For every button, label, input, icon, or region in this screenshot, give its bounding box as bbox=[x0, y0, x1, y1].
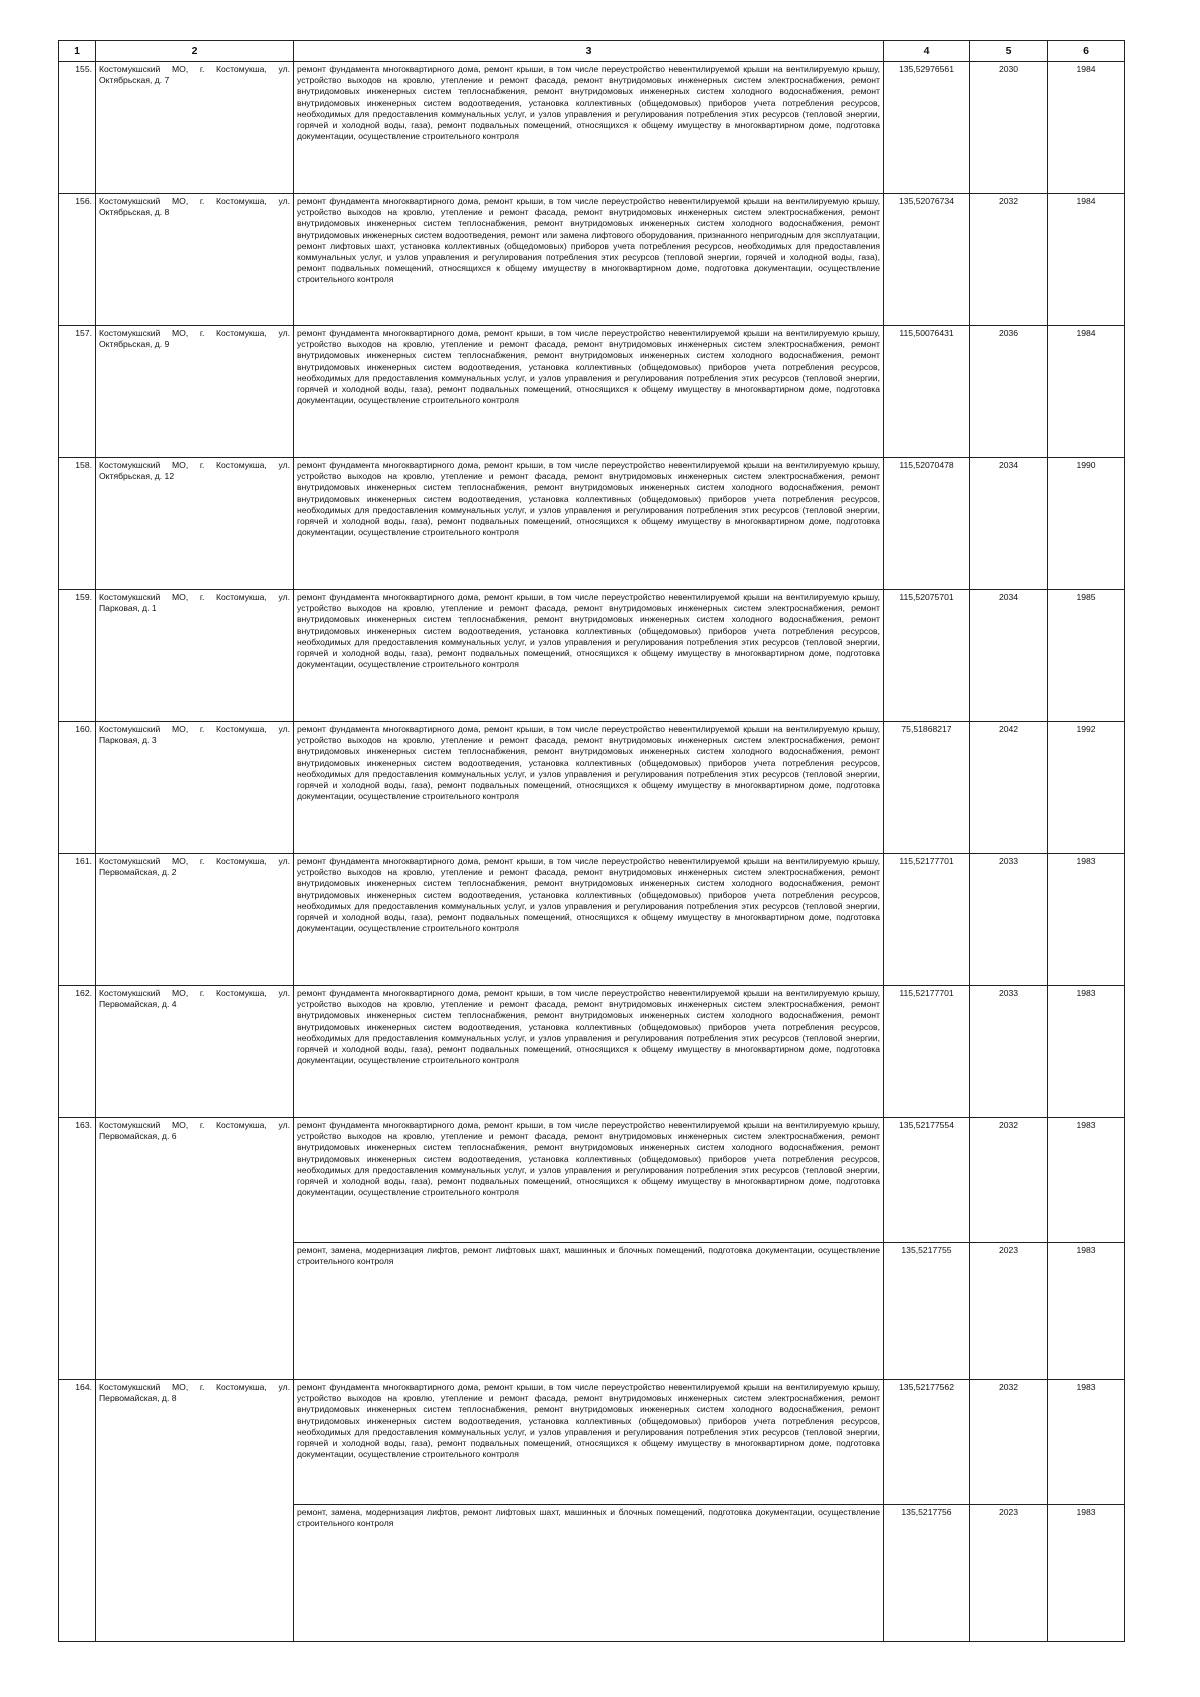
row-works: ремонт фундамента многоквартирного дома, ремонт крыши, в том числе переустройство невентилируемой крыши на вентилируемую крышу, устройство выходов на кровлю, утепление и ремонт фасада, ремонт внутридомовых инженерных систем электроснабжения, ремонт внутридомовых инженерных систем теплоснабжения, ремонт внутридомовых инженерных систем холодного водоснабжения, ремонт внутридомовых инженерных систем водоотведения, установка коллективных (общедомовых) приборов учета потребления ресурсов, необходимых для предоставления коммунальных услуг, и узлов управления и регулирования потребления этих ресурсов (тепловой энергии, горячей и холодной воды, газа), ремонт подвальных помещений, относящихся к общему имуществу в многоквартирном доме, подготовка документации, осуществление строительного контроля bbox=[294, 1380, 884, 1505]
row-cost: 115,52075701 bbox=[884, 590, 970, 722]
row-number: 161. bbox=[59, 854, 96, 986]
table-body bbox=[59, 62, 1125, 1642]
header-row bbox=[59, 41, 1125, 62]
row-number: 164. bbox=[59, 1380, 96, 1642]
row-cost: 75,51868217 bbox=[884, 722, 970, 854]
row-works: ремонт фундамента многоквартирного дома, ремонт крыши, в том числе переустройство невентилируемой крыши на вентилируемую крышу, устройство выходов на кровлю, утепление и ремонт фасада, ремонт внутридомовых инженерных систем электроснабжения, ремонт внутридомовых инженерных систем теплоснабжения, ремонт внутридомовых инженерных систем холодного водоснабжения, ремонт внутридомовых инженерных систем водоотведения, установка коллективных (общедомовых) приборов учета потребления ресурсов, необходимых для предоставления коммунальных услуг, и узлов управления и регулирования потребления этих ресурсов (тепловой энергии, горячей и холодной воды, газа), ремонт подвальных помещений, относящихся к общему имуществу в многоквартирном доме, подготовка документации, осуществление строительного контроля bbox=[294, 62, 884, 194]
row-works: ремонт фундамента многоквартирного дома, ремонт крыши, в том числе переустройство невентилируемой крыши на вентилируемую крышу, устройство выходов на кровлю, утепление и ремонт фасада, ремонт внутридомовых инженерных систем электроснабжения, ремонт внутридомовых инженерных систем теплоснабжения, ремонт внутридомовых инженерных систем холодного водоснабжения, ремонт внутридомовых инженерных систем водоотведения, установка коллективных (общедомовых) приборов учета потребления ресурсов, необходимых для предоставления коммунальных услуг, и узлов управления и регулирования потребления этих ресурсов (тепловой энергии, горячей и холодной воды, газа), ремонт подвальных помещений, относящихся к общему имуществу в многоквартирном доме, подготовка документации, осуществление строительного контроля bbox=[294, 722, 884, 854]
row-cost: 135,52076734 bbox=[884, 194, 970, 326]
row-address: Костомукшский МО, г. Костомукша, ул. Парковая, д. 1 bbox=[96, 590, 294, 722]
row-built-year: 1983 bbox=[1048, 1243, 1125, 1380]
header-col-2: 2 bbox=[96, 41, 294, 62]
row-address: Костомукшский МО, г. Костомукша, ул. Первомайская, д. 4 bbox=[96, 986, 294, 1118]
header-col-4: 4 bbox=[884, 41, 970, 62]
row-repair-year: 2030 bbox=[970, 62, 1048, 194]
row-address: Костомукшский МО, г. Костомукша, ул. Октябрьская, д. 8 bbox=[96, 194, 294, 326]
table-row bbox=[59, 62, 1125, 194]
row-cost: 115,52177701 bbox=[884, 986, 970, 1118]
row-built-year: 1984 bbox=[1048, 194, 1125, 326]
row-repair-year: 2034 bbox=[970, 590, 1048, 722]
table-row bbox=[59, 1118, 1125, 1243]
row-works: ремонт фундамента многоквартирного дома, ремонт крыши, в том числе переустройство невентилируемой крыши на вентилируемую крышу, устройство выходов на кровлю, утепление и ремонт фасада, ремонт внутридомовых инженерных систем электроснабжения, ремонт внутридомовых инженерных систем теплоснабжения, ремонт внутридомовых инженерных систем холодного водоснабжения, ремонт внутридомовых инженерных систем водоотведения, установка коллективных (общедомовых) приборов учета потребления ресурсов, необходимых для предоставления коммунальных услуг, и узлов управления и регулирования потребления этих ресурсов (тепловой энергии, горячей и холодной воды, газа), ремонт подвальных помещений, относящихся к общему имуществу в многоквартирном доме, подготовка документации, осуществление строительного контроля bbox=[294, 854, 884, 986]
header-col-3: 3 bbox=[294, 41, 884, 62]
row-number: 157. bbox=[59, 326, 96, 458]
row-repair-year: 2042 bbox=[970, 722, 1048, 854]
row-works: ремонт фундамента многоквартирного дома, ремонт крыши, в том числе переустройство невентилируемой крыши на вентилируемую крышу, устройство выходов на кровлю, утепление и ремонт фасада, ремонт внутридомовых инженерных систем электроснабжения, ремонт внутридомовых инженерных систем теплоснабжения, ремонт внутридомовых инженерных систем холодного водоснабжения, ремонт внутридомовых инженерных систем водоотведения, установка коллективных (общедомовых) приборов учета потребления ресурсов, необходимых для предоставления коммунальных услуг, и узлов управления и регулирования потребления этих ресурсов (тепловой энергии, горячей и холодной воды, газа), ремонт подвальных помещений, относящихся к общему имуществу в многоквартирном доме, подготовка документации, осуществление строительного контроля bbox=[294, 590, 884, 722]
row-repair-year: 2032 bbox=[970, 194, 1048, 326]
row-works: ремонт, замена, модернизация лифтов, ремонт лифтовых шахт, машинных и блочных помещений, подготовка документации, осуществление строительного контроля bbox=[294, 1505, 884, 1642]
row-cost: 115,50076431 bbox=[884, 326, 970, 458]
row-address: Костомукшский МО, г. Костомукша, ул. Первомайская, д. 2 bbox=[96, 854, 294, 986]
row-address: Костомукшский МО, г. Костомукша, ул. Октябрьская, д. 7 bbox=[96, 62, 294, 194]
row-address: Костомукшский МО, г. Костомукша, ул. Первомайская, д. 8 bbox=[96, 1380, 294, 1642]
repair-schedule-table bbox=[58, 40, 1125, 1642]
row-cost: 115,52070478 bbox=[884, 458, 970, 590]
row-built-year: 1984 bbox=[1048, 62, 1125, 194]
row-built-year: 1992 bbox=[1048, 722, 1125, 854]
row-works: ремонт фундамента многоквартирного дома, ремонт крыши, в том числе переустройство невентилируемой крыши на вентилируемую крышу, устройство выходов на кровлю, утепление и ремонт фасада, ремонт внутридомовых инженерных систем электроснабжения, ремонт внутридомовых инженерных систем теплоснабжения, ремонт внутридомовых инженерных систем холодного водоснабжения, ремонт внутридомовых инженерных систем водоотведения, ремонт или замена лифтового оборудования, признанного непригодным для эксплуатации, ремонт лифтовых шахт, установка коллективных (общедомовых) приборов учета потребления ресурсов, необходимых для предоставления коммунальных услуг, и узлов управления и регулирования потребления этих ресурсов (тепловой энергии, горячей и холодной воды, газа), ремонт подвальных помещений, относящихся к общему имуществу в многоквартирном доме, подготовка документации, осуществление строительного контроля bbox=[294, 194, 884, 326]
row-repair-year: 2023 bbox=[970, 1505, 1048, 1642]
row-built-year: 1983 bbox=[1048, 1505, 1125, 1642]
row-repair-year: 2033 bbox=[970, 854, 1048, 986]
row-number: 155. bbox=[59, 62, 96, 194]
row-number: 160. bbox=[59, 722, 96, 854]
row-works: ремонт, замена, модернизация лифтов, ремонт лифтовых шахт, машинных и блочных помещений, подготовка документации, осуществление строительного контроля bbox=[294, 1243, 884, 1380]
row-address: Костомукшский МО, г. Костомукша, ул. Первомайская, д. 6 bbox=[96, 1118, 294, 1380]
table-row bbox=[59, 722, 1125, 854]
table-row bbox=[59, 1380, 1125, 1505]
row-address: Костомукшский МО, г. Костомукша, ул. Парковая, д. 3 bbox=[96, 722, 294, 854]
table-row bbox=[59, 590, 1125, 722]
row-cost: 135,52177554 bbox=[884, 1118, 970, 1243]
header-col-6: 6 bbox=[1048, 41, 1125, 62]
row-works: ремонт фундамента многоквартирного дома, ремонт крыши, в том числе переустройство невентилируемой крыши на вентилируемую крышу, устройство выходов на кровлю, утепление и ремонт фасада, ремонт внутридомовых инженерных систем электроснабжения, ремонт внутридомовых инженерных систем теплоснабжения, ремонт внутридомовых инженерных систем холодного водоснабжения, ремонт внутридомовых инженерных систем водоотведения, установка коллективных (общедомовых) приборов учета потребления ресурсов, необходимых для предоставления коммунальных услуг, и узлов управления и регулирования потребления этих ресурсов (тепловой энергии, горячей и холодной воды, газа), ремонт подвальных помещений, относящихся к общему имуществу в многоквартирном доме, подготовка документации, осуществление строительного контроля bbox=[294, 458, 884, 590]
row-number: 158. bbox=[59, 458, 96, 590]
header-col-1: 1 bbox=[59, 41, 96, 62]
table-row bbox=[59, 986, 1125, 1118]
row-repair-year: 2033 bbox=[970, 986, 1048, 1118]
row-cost: 135,52976561 bbox=[884, 62, 970, 194]
table-row bbox=[59, 326, 1125, 458]
row-built-year: 1983 bbox=[1048, 1118, 1125, 1243]
row-repair-year: 2034 bbox=[970, 458, 1048, 590]
row-repair-year: 2032 bbox=[970, 1380, 1048, 1505]
row-address: Костомукшский МО, г. Костомукша, ул. Октябрьская, д. 9 bbox=[96, 326, 294, 458]
table-row bbox=[59, 458, 1125, 590]
table-row bbox=[59, 194, 1125, 326]
header-col-5: 5 bbox=[970, 41, 1048, 62]
row-works: ремонт фундамента многоквартирного дома, ремонт крыши, в том числе переустройство невентилируемой крыши на вентилируемую крышу, устройство выходов на кровлю, утепление и ремонт фасада, ремонт внутридомовых инженерных систем электроснабжения, ремонт внутридомовых инженерных систем теплоснабжения, ремонт внутридомовых инженерных систем холодного водоснабжения, ремонт внутридомовых инженерных систем водоотведения, установка коллективных (общедомовых) приборов учета потребления ресурсов, необходимых для предоставления коммунальных услуг, и узлов управления и регулирования потребления этих ресурсов (тепловой энергии, горячей и холодной воды, газа), ремонт подвальных помещений, относящихся к общему имуществу в многоквартирном доме, подготовка документации, осуществление строительного контроля bbox=[294, 986, 884, 1118]
row-number: 156. bbox=[59, 194, 96, 326]
row-cost: 135,5217756 bbox=[884, 1505, 970, 1642]
row-built-year: 1983 bbox=[1048, 854, 1125, 986]
row-built-year: 1983 bbox=[1048, 986, 1125, 1118]
row-cost: 135,5217755 bbox=[884, 1243, 970, 1380]
row-repair-year: 2023 bbox=[970, 1243, 1048, 1380]
row-works: ремонт фундамента многоквартирного дома, ремонт крыши, в том числе переустройство невентилируемой крыши на вентилируемую крышу, устройство выходов на кровлю, утепление и ремонт фасада, ремонт внутридомовых инженерных систем электроснабжения, ремонт внутридомовых инженерных систем теплоснабжения, ремонт внутридомовых инженерных систем холодного водоснабжения, ремонт внутридомовых инженерных систем водоотведения, установка коллективных (общедомовых) приборов учета потребления ресурсов, необходимых для предоставления коммунальных услуг, и узлов управления и регулирования потребления этих ресурсов (тепловой энергии, горячей и холодной воды, газа), ремонт подвальных помещений, относящихся к общему имуществу в многоквартирном доме, подготовка документации, осуществление строительного контроля bbox=[294, 1118, 884, 1243]
row-cost: 115,52177701 bbox=[884, 854, 970, 986]
row-number: 162. bbox=[59, 986, 96, 1118]
row-cost: 135,52177562 bbox=[884, 1380, 970, 1505]
row-number: 163. bbox=[59, 1118, 96, 1380]
row-repair-year: 2032 bbox=[970, 1118, 1048, 1243]
row-built-year: 1985 bbox=[1048, 590, 1125, 722]
row-built-year: 1984 bbox=[1048, 326, 1125, 458]
row-repair-year: 2036 bbox=[970, 326, 1048, 458]
row-address: Костомукшский МО, г. Костомукша, ул. Октябрьская, д. 12 bbox=[96, 458, 294, 590]
row-works: ремонт фундамента многоквартирного дома, ремонт крыши, в том числе переустройство невентилируемой крыши на вентилируемую крышу, устройство выходов на кровлю, утепление и ремонт фасада, ремонт внутридомовых инженерных систем электроснабжения, ремонт внутридомовых инженерных систем теплоснабжения, ремонт внутридомовых инженерных систем холодного водоснабжения, ремонт внутридомовых инженерных систем водоотведения, установка коллективных (общедомовых) приборов учета потребления ресурсов, необходимых для предоставления коммунальных услуг, и узлов управления и регулирования потребления этих ресурсов (тепловой энергии, горячей и холодной воды, газа), ремонт подвальных помещений, относящихся к общему имуществу в многоквартирном доме, подготовка документации, осуществление строительного контроля bbox=[294, 326, 884, 458]
row-built-year: 1983 bbox=[1048, 1380, 1125, 1505]
row-number: 159. bbox=[59, 590, 96, 722]
table-row bbox=[59, 854, 1125, 986]
row-built-year: 1990 bbox=[1048, 458, 1125, 590]
